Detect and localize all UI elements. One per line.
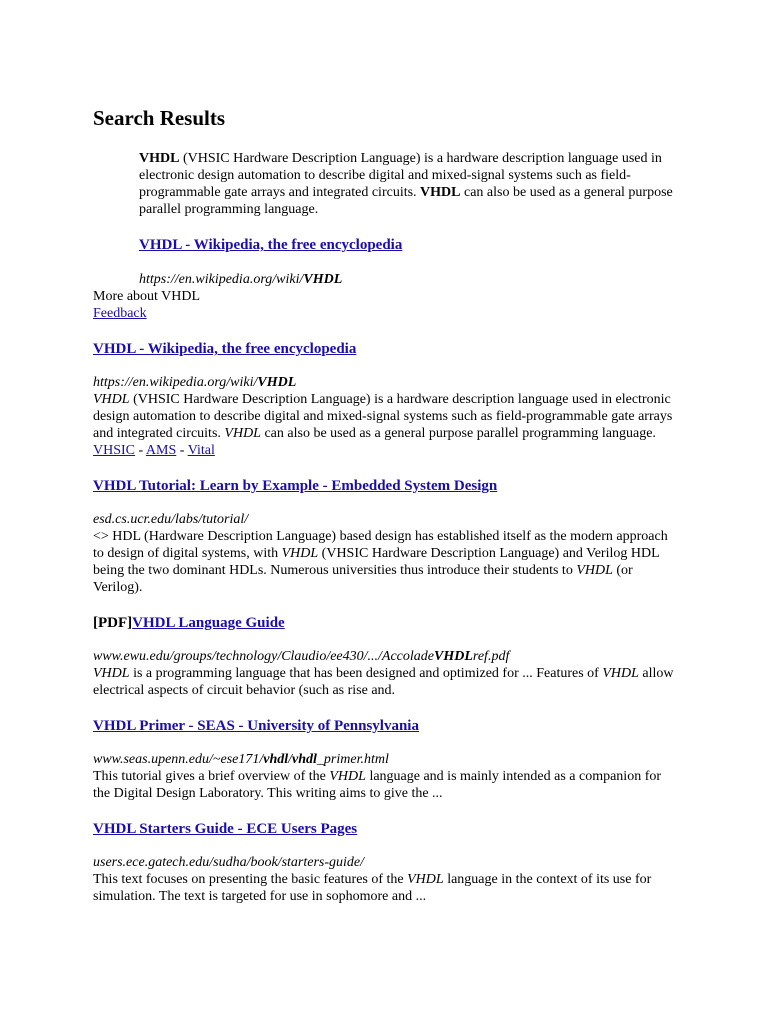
result-title-link[interactable]: VHDL Language Guide bbox=[132, 615, 285, 631]
result-url: users.ece.gatech.edu/sudha/book/starters-guide/ bbox=[93, 855, 365, 870]
more-about-text: More about VHDL bbox=[93, 289, 201, 304]
result-url: www.ewu.edu/groups/technology/Claudio/ee430/.../AccoladeVHDLref.pdf bbox=[93, 649, 510, 664]
result-sublinks: VHSIC - AMS - Vital bbox=[93, 443, 215, 458]
result-title-link[interactable]: VHDL Primer - SEAS - University of Pennsylvania bbox=[93, 718, 419, 734]
result-description: VHDL is a programming language that has been designed and optimized for ... Features of VHDL allow electrical aspects of circuit behavior (such as rise and. bbox=[93, 666, 674, 698]
page-title: Search Results bbox=[93, 106, 226, 130]
sublink-vhsic[interactable]: VHSIC bbox=[93, 443, 136, 458]
featured-snippet-text: VHDL (VHSIC Hardware Description Language) is a hardware description language used in electronic design automation to describe digital and mixed-signal systems such as field-programmable gate arrays and integrated circuits. VHDL can also be used as a general purpose parallel programming language. bbox=[139, 151, 673, 217]
result-description: This text focuses on presenting the basic features of the VHDL language in the context of its use for simulation. The text is targeted for use in sophomore and ... bbox=[93, 872, 652, 904]
result-title bbox=[93, 717, 675, 735]
result-title bbox=[93, 614, 675, 632]
sublink-ams[interactable]: AMS bbox=[145, 443, 177, 458]
result-url: www.seas.upenn.edu/~ese171/vhdl/vhdl_primer.html bbox=[93, 752, 389, 767]
result-title-link[interactable]: VHDL Tutorial: Learn by Example - Embedded System Design bbox=[93, 478, 498, 494]
search-result bbox=[93, 820, 675, 905]
search-result bbox=[93, 477, 675, 596]
featured-term-2: VHDL bbox=[420, 185, 461, 200]
result-description: <> HDL (Hardware Description Language) based design has established itself as the modern approach to design of digital systems, with VHDL (VHSIC Hardware Description Language) and Verilog HDL being the two dominant HDLs. Numerous universities thus introduce their students to VHDL (or Verilog). bbox=[93, 529, 668, 595]
result-url: esd.cs.ucr.edu/labs/tutorial/ bbox=[93, 512, 249, 527]
result-title bbox=[93, 477, 675, 495]
search-result bbox=[93, 717, 675, 802]
featured-url: https://en.wikipedia.org/wiki/VHDL bbox=[139, 272, 343, 287]
result-url: https://en.wikipedia.org/wiki/VHDL bbox=[93, 375, 297, 390]
featured-snippet bbox=[139, 150, 675, 288]
result-title-link[interactable]: VHDL Starters Guide - ECE Users Pages bbox=[93, 821, 358, 837]
featured-title bbox=[139, 236, 675, 254]
result-description: This tutorial gives a brief overview of the VHDL language and is mainly intended as a companion for the Digital Design Laboratory. This writing aims to give the ... bbox=[93, 769, 662, 801]
feedback-link[interactable]: Feedback bbox=[93, 306, 147, 321]
result-title-link[interactable]: VHDL - Wikipedia, the free encyclopedia bbox=[93, 341, 357, 357]
result-title bbox=[93, 340, 675, 358]
search-result bbox=[93, 340, 675, 459]
featured-title-link[interactable]: VHDL - Wikipedia, the free encyclopedia bbox=[139, 237, 403, 253]
search-result bbox=[93, 614, 675, 699]
sublink-vital[interactable]: Vital bbox=[187, 443, 215, 458]
pdf-tag: [PDF] bbox=[93, 615, 133, 631]
featured-term: VHDL bbox=[139, 151, 180, 166]
result-description: VHDL (VHSIC Hardware Description Language) is a hardware description language used in electronic design automation to describe digital and mixed-signal systems such as field-programmable gate arrays and integrated circuits. VHDL can also be used as a general purpose parallel programming language. bbox=[93, 392, 673, 441]
result-title bbox=[93, 820, 675, 838]
